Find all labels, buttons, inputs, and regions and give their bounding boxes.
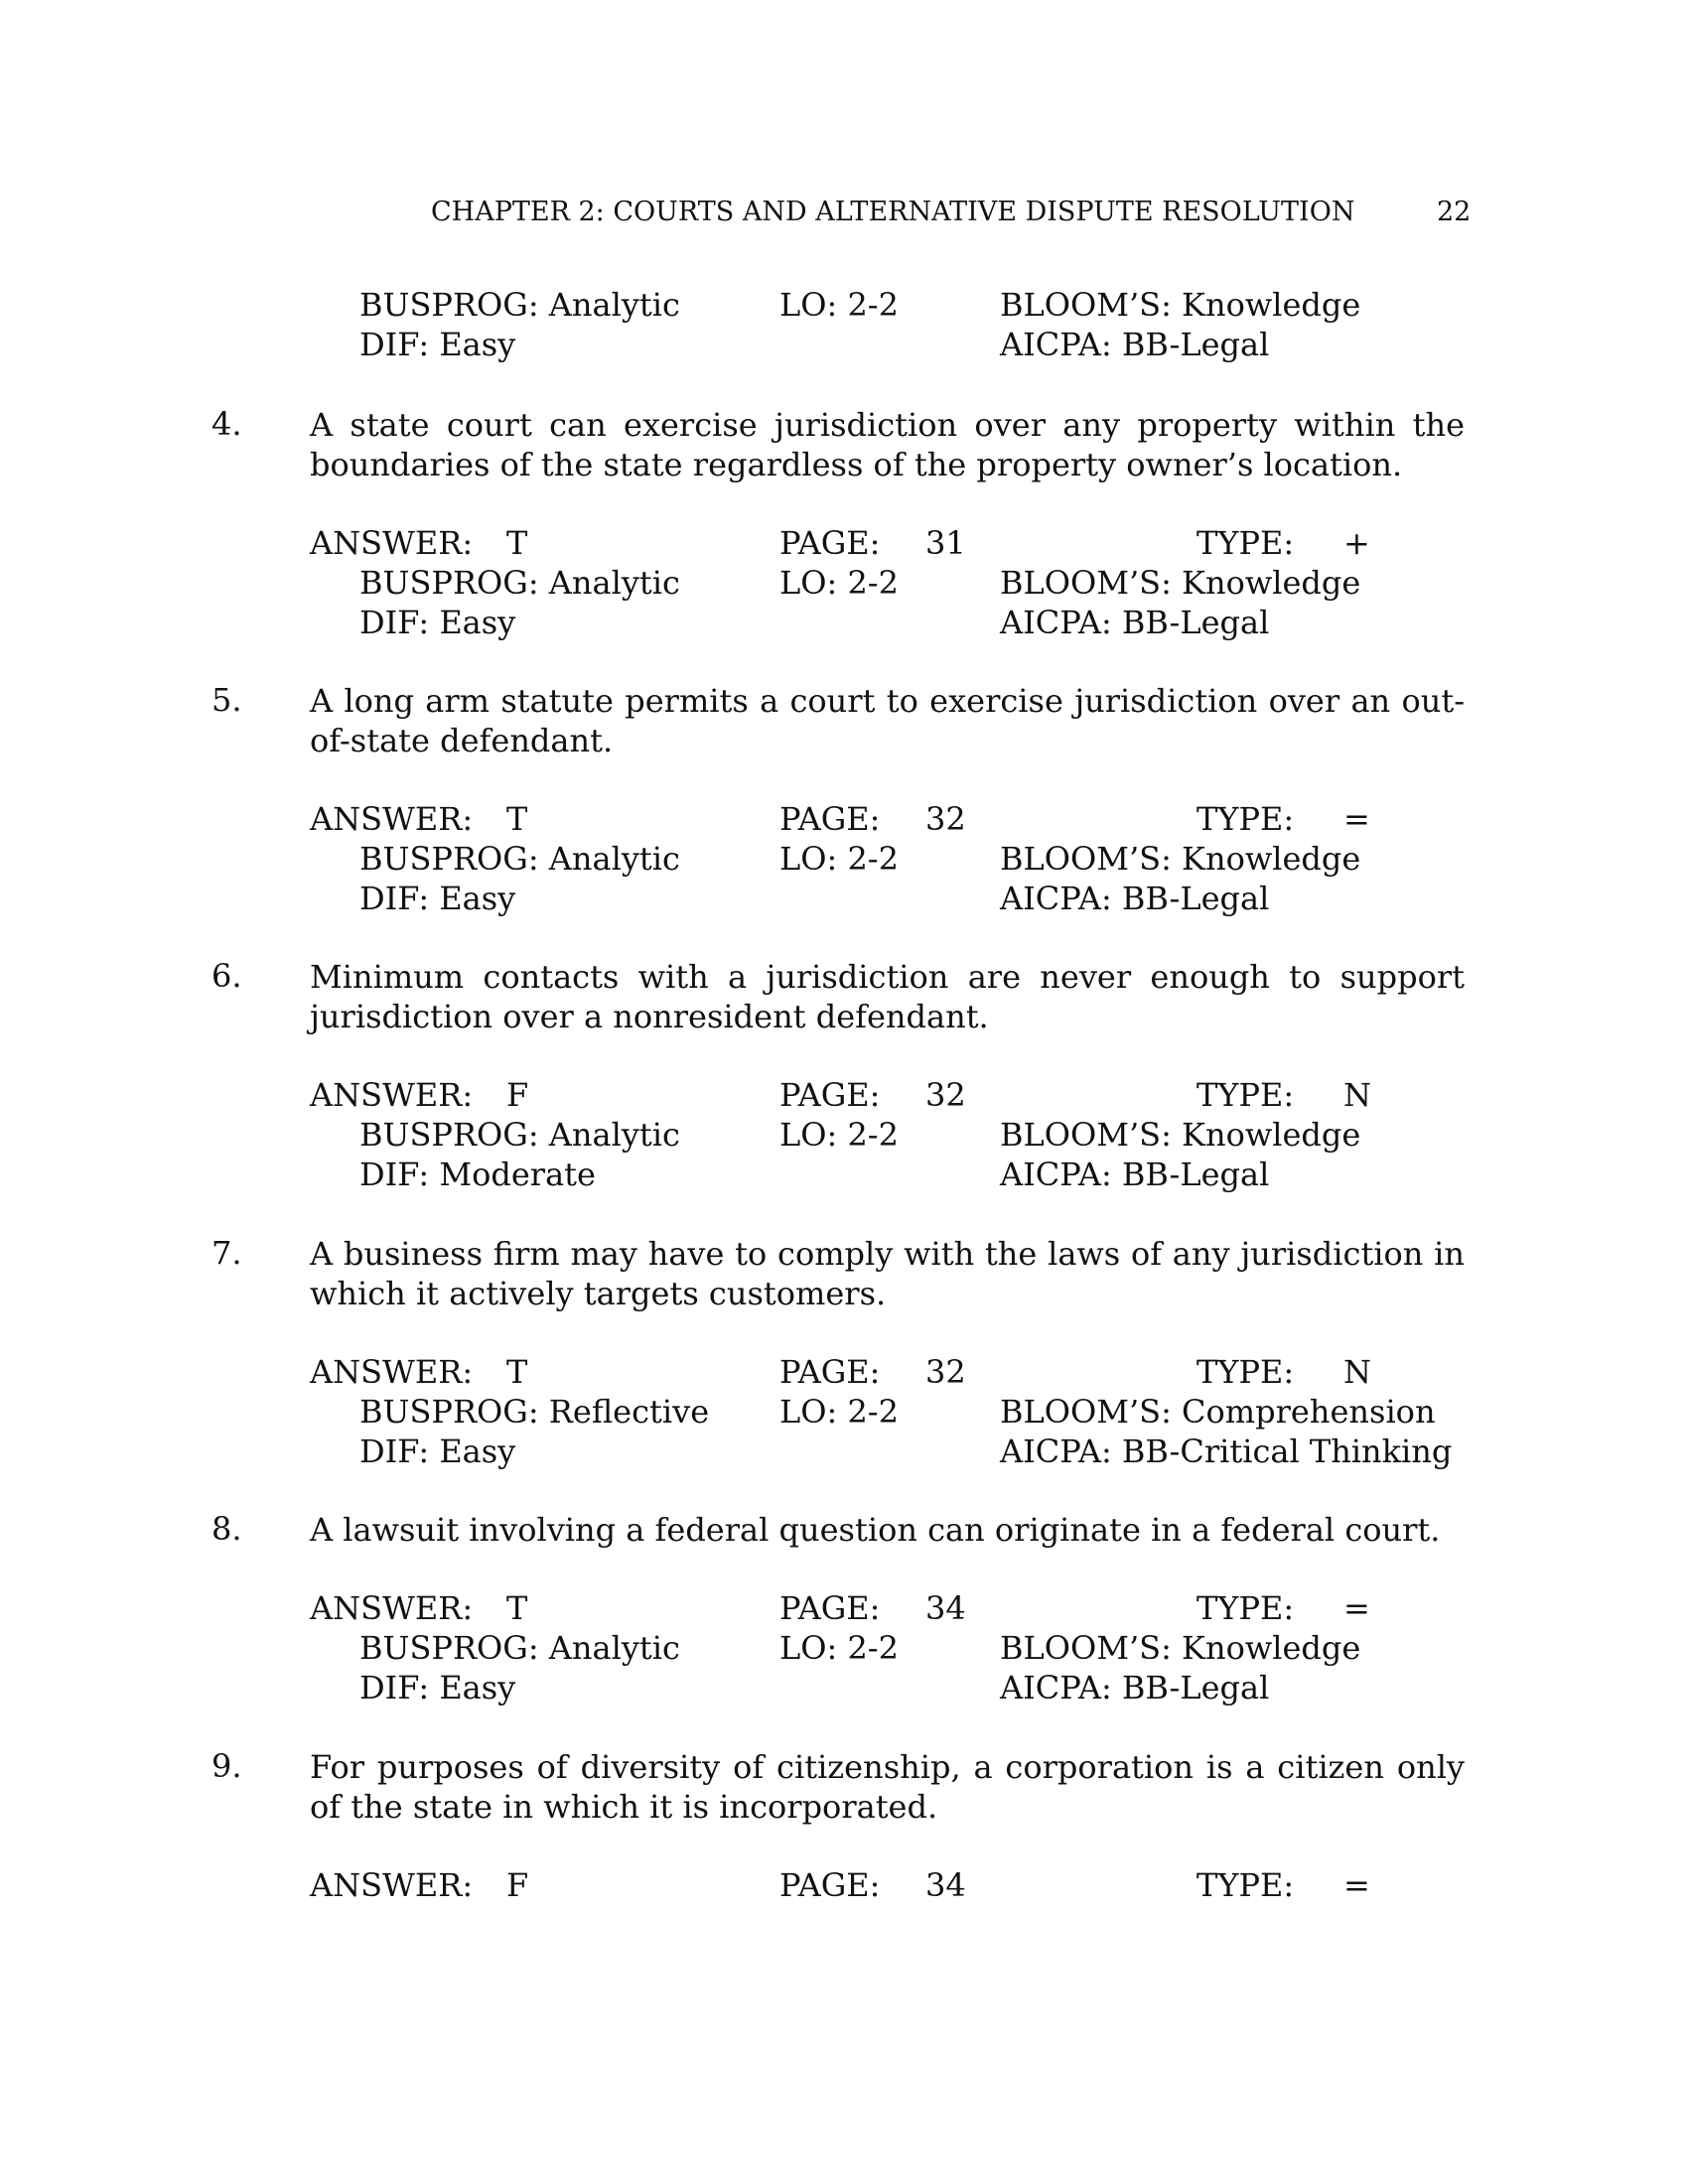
difficulty: DIF: Easy bbox=[359, 880, 516, 917]
busprog: BUSPROG: Analytic bbox=[359, 1629, 680, 1667]
page-label: PAGE: bbox=[779, 1076, 881, 1114]
learning-objective: LO: 2-2 bbox=[779, 286, 899, 324]
bloom-level: BLOOM’S: Knowledge bbox=[1000, 1629, 1361, 1667]
aicpa: AICPA: BB-Legal bbox=[1000, 604, 1270, 641]
bloom-level: BLOOM’S: Knowledge bbox=[1000, 840, 1361, 878]
question-text: A lawsuit involving a federal question can originate in a federal court. bbox=[310, 1511, 1441, 1549]
answer-label: ANSWER: bbox=[310, 1589, 474, 1627]
page-value: 34 bbox=[925, 1866, 966, 1904]
busprog: BUSPROG: Analytic bbox=[359, 1116, 680, 1154]
type-label: TYPE: bbox=[1196, 1589, 1295, 1627]
answer-value: T bbox=[506, 1589, 528, 1627]
aicpa: AICPA: BB-Critical Thinking bbox=[1000, 1433, 1453, 1470]
busprog: BUSPROG: Analytic bbox=[359, 840, 680, 878]
question-number: 9. bbox=[211, 1747, 242, 1785]
answer-label: ANSWER: bbox=[310, 800, 474, 838]
difficulty: DIF: Easy bbox=[359, 604, 516, 641]
learning-objective: LO: 2-2 bbox=[779, 564, 899, 602]
type-label: TYPE: bbox=[1196, 1076, 1295, 1114]
aicpa: AICPA: BB-Legal bbox=[1000, 1156, 1270, 1193]
running-header: CHAPTER 2: COURTS AND ALTERNATIVE DISPUTE RESOLUTION bbox=[431, 197, 1355, 227]
busprog: BUSPROG: Analytic bbox=[359, 286, 680, 324]
question-number: 6. bbox=[211, 957, 242, 995]
answer-value: T bbox=[506, 800, 528, 838]
type-value: = bbox=[1343, 1866, 1370, 1904]
answer-label: ANSWER: bbox=[310, 1866, 474, 1904]
bloom-level: BLOOM’S: Comprehension bbox=[1000, 1393, 1436, 1431]
type-value: = bbox=[1343, 1589, 1370, 1627]
question-number: 4. bbox=[211, 405, 242, 443]
answer-label: ANSWER: bbox=[310, 1076, 474, 1114]
page-value: 32 bbox=[925, 1076, 966, 1114]
aicpa: AICPA: BB-Legal bbox=[1000, 880, 1270, 917]
page-value: 32 bbox=[925, 1353, 966, 1391]
type-value: N bbox=[1343, 1353, 1371, 1391]
question-text: A business firm may have to comply with the laws of any jurisdiction in which it actively targets customers. bbox=[310, 1235, 1465, 1312]
learning-objective: LO: 2-2 bbox=[779, 1393, 899, 1431]
page-value: 31 bbox=[925, 524, 966, 562]
question-text: A long arm statute permits a court to exercise jurisdiction over an out-of-state defendant. bbox=[310, 682, 1465, 759]
difficulty: DIF: Easy bbox=[359, 326, 516, 363]
page-label: PAGE: bbox=[779, 524, 881, 562]
type-value: N bbox=[1343, 1076, 1371, 1114]
question-number: 8. bbox=[211, 1510, 242, 1548]
question-number: 5. bbox=[211, 681, 242, 719]
page-value: 34 bbox=[925, 1589, 966, 1627]
answer-value: T bbox=[506, 524, 528, 562]
type-value: + bbox=[1343, 524, 1370, 562]
page-value: 32 bbox=[925, 800, 966, 838]
type-label: TYPE: bbox=[1196, 800, 1295, 838]
difficulty: DIF: Easy bbox=[359, 1669, 516, 1706]
answer-label: ANSWER: bbox=[310, 524, 474, 562]
question-text: Minimum contacts with a jurisdiction are never enough to support jurisdiction over a nonresident defendant. bbox=[310, 958, 1465, 1035]
difficulty: DIF: Easy bbox=[359, 1433, 516, 1470]
aicpa: AICPA: BB-Legal bbox=[1000, 326, 1270, 363]
page-number: 22 bbox=[1437, 197, 1472, 227]
type-value: = bbox=[1343, 800, 1370, 838]
type-label: TYPE: bbox=[1196, 1866, 1295, 1904]
question-number: 7. bbox=[211, 1234, 242, 1272]
answer-value: F bbox=[506, 1866, 529, 1904]
difficulty: DIF: Moderate bbox=[359, 1156, 596, 1193]
learning-objective: LO: 2-2 bbox=[779, 1629, 899, 1667]
page-label: PAGE: bbox=[779, 800, 881, 838]
answer-value: T bbox=[506, 1353, 528, 1391]
learning-objective: LO: 2-2 bbox=[779, 1116, 899, 1154]
aicpa: AICPA: BB-Legal bbox=[1000, 1669, 1270, 1706]
answer-value: F bbox=[506, 1076, 529, 1114]
busprog: BUSPROG: Analytic bbox=[359, 564, 680, 602]
bloom-level: BLOOM’S: Knowledge bbox=[1000, 564, 1361, 602]
type-label: TYPE: bbox=[1196, 1353, 1295, 1391]
bloom-level: BLOOM’S: Knowledge bbox=[1000, 1116, 1361, 1154]
busprog: BUSPROG: Reflective bbox=[359, 1393, 710, 1431]
bloom-level: BLOOM’S: Knowledge bbox=[1000, 286, 1361, 324]
answer-label: ANSWER: bbox=[310, 1353, 474, 1391]
page-label: PAGE: bbox=[779, 1353, 881, 1391]
page-label: PAGE: bbox=[779, 1866, 881, 1904]
type-label: TYPE: bbox=[1196, 524, 1295, 562]
question-text: For purposes of diversity of citizenship, a corporation is a citizen only of the state in which it is incorporated. bbox=[310, 1748, 1465, 1826]
page-label: PAGE: bbox=[779, 1589, 881, 1627]
learning-objective: LO: 2-2 bbox=[779, 840, 899, 878]
question-text: A state court can exercise jurisdiction over any property within the boundaries of the state regardless of the property owner’s location. bbox=[310, 406, 1465, 483]
